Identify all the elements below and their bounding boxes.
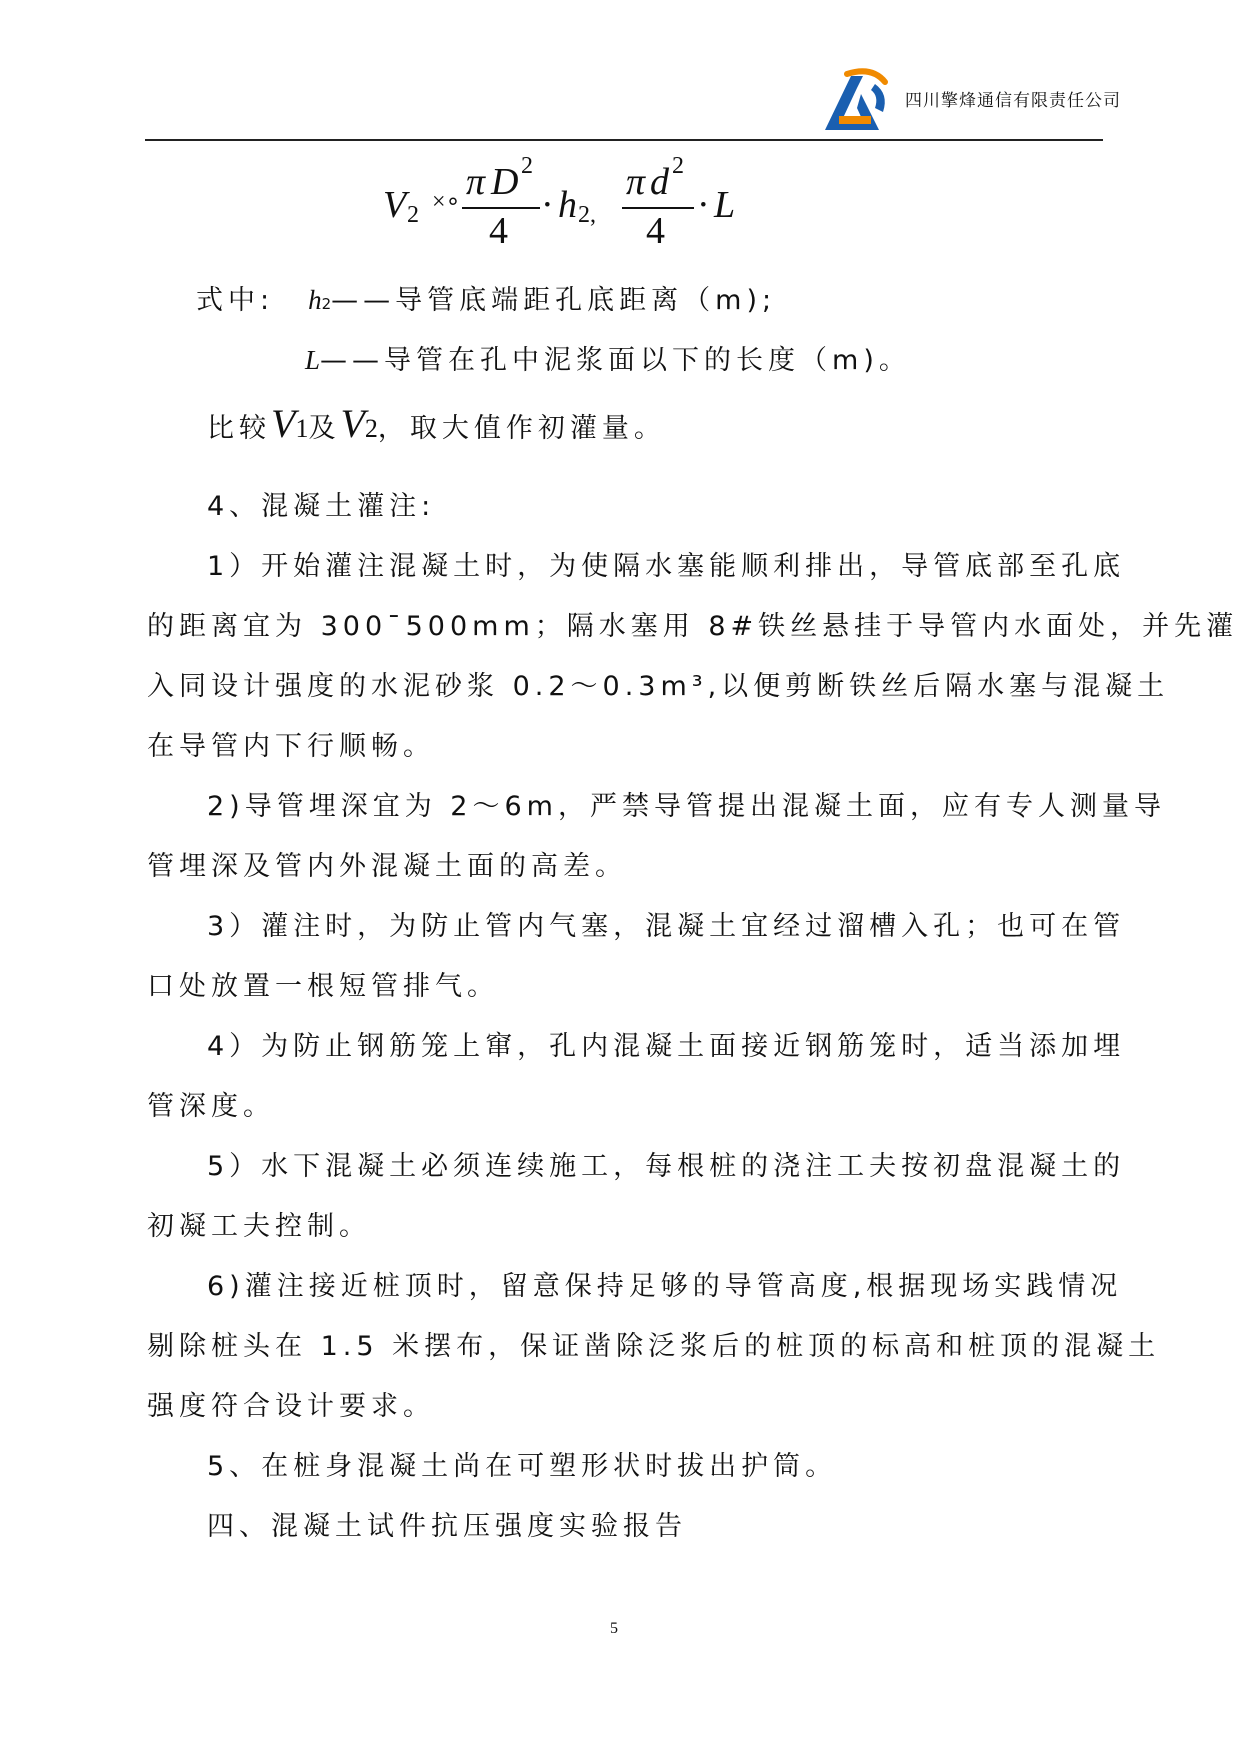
formula-operator: ×∘ bbox=[432, 189, 461, 215]
formula-L: L bbox=[714, 184, 736, 226]
paragraph-1-line-2: 的距离宜为 300ˉ500mm；隔水塞用 8#铁丝悬挂于导管内水面处，并先灌 bbox=[147, 611, 1239, 642]
compare-v2: V bbox=[340, 401, 365, 446]
formula-h: h bbox=[558, 184, 577, 226]
formula-frac1-var: D bbox=[491, 161, 519, 203]
paragraph-1-line-1: 1）开始灌注混凝土时，为使隔水塞能顺利排出，导管底部至孔底 bbox=[207, 551, 1126, 582]
compare-v1: V bbox=[271, 401, 296, 446]
compare-and: 及 bbox=[308, 413, 341, 444]
definition-h2-var: h bbox=[308, 285, 322, 315]
page-number: 5 bbox=[610, 1620, 618, 1637]
paragraph-2-line-1: 2)导管埋深宜为 2～6m，严禁导管提出混凝土面，应有专人测量导 bbox=[207, 791, 1166, 822]
compare-line bbox=[207, 400, 666, 456]
formula-dot2: · bbox=[697, 184, 710, 226]
paragraph-5-line-2: 初凝工夫控制。 bbox=[147, 1211, 371, 1242]
definition-L-text: ——导管在孔中泥浆面以下的长度（m)。 bbox=[320, 345, 911, 376]
paragraph-1-line-3: 入同设计强度的水泥砂浆 0.2～0.3m³,以便剪断铁丝后隔水塞与混凝土 bbox=[147, 671, 1170, 702]
compare-post: ，取大值作初灌量。 bbox=[377, 413, 666, 444]
compare-pre: 比较 bbox=[207, 413, 271, 444]
formula-frac1-exp: 2 bbox=[521, 153, 533, 179]
formula-frac1-den: 4 bbox=[489, 210, 508, 252]
section-heading-4: 4、混凝土灌注: bbox=[207, 491, 436, 522]
company-name: 四川擎烽通信有限责任公司 bbox=[905, 91, 1121, 111]
section-heading-four: 四、混凝土试件抗压强度实验报告 bbox=[207, 1511, 687, 1542]
definition-L bbox=[305, 338, 911, 377]
formula-h-sub: 2 bbox=[578, 202, 590, 228]
definition-h2-sub: 2 bbox=[321, 295, 332, 313]
compare-v1-sub: 1 bbox=[295, 414, 309, 443]
paragraph-2-line-2: 管埋深及管内外混凝土面的高差。 bbox=[147, 851, 627, 882]
formula-v2 bbox=[0, 0, 1241, 260]
definition-L-var: L bbox=[305, 345, 321, 375]
formula-frac2-den: 4 bbox=[646, 210, 665, 252]
formula-h-comma: , bbox=[590, 202, 596, 228]
formula-dot1: · bbox=[541, 184, 554, 226]
section-heading-5: 5、在桩身混凝土尚在可塑形状时拔出护筒。 bbox=[207, 1451, 838, 1482]
paragraph-5-line-1: 5）水下混凝土必须连续施工，每根桩的浇注工夫按初盘混凝土的 bbox=[207, 1151, 1126, 1182]
compare-v2-sub: 2 bbox=[364, 414, 378, 443]
paragraph-3-line-2: 口处放置一根短管排气。 bbox=[147, 971, 499, 1002]
paragraph-4-line-2: 管深度。 bbox=[147, 1091, 275, 1122]
formula-frac2-exp: 2 bbox=[672, 153, 684, 179]
formula-lhs: V bbox=[383, 184, 407, 226]
paragraph-1-line-4: 在导管内下行顺畅。 bbox=[147, 731, 435, 762]
paragraph-6-line-2: 剔除桩头在 1.5 米摆布，保证凿除泛浆后的桩顶的标高和桩顶的混凝土 bbox=[147, 1331, 1161, 1362]
formula-frac1-pi: π bbox=[466, 161, 486, 203]
definition-h2-text: ——导管底端距孔底距离（m); bbox=[331, 285, 777, 316]
formula-frac2-pi: π bbox=[626, 161, 646, 203]
paragraph-4-line-1: 4）为防止钢筋笼上窜，孔内混凝土面接近钢筋笼时，适当添加埋 bbox=[207, 1031, 1126, 1062]
formula-frac2-var: d bbox=[650, 161, 669, 203]
paragraph-3-line-1: 3）灌注时，为防止管内气塞，混凝土宜经过溜槽入孔；也可在管 bbox=[207, 911, 1126, 942]
definition-h2 bbox=[196, 278, 776, 317]
formula-lhs-sub: 2 bbox=[407, 202, 419, 228]
definition-prefix: 式中: bbox=[196, 285, 275, 316]
paragraph-6-line-3: 强度符合设计要求。 bbox=[147, 1391, 435, 1422]
paragraph-6-line-1: 6)灌注接近桩顶时，留意保持足够的导管高度,根据现场实践情况 bbox=[207, 1271, 1123, 1302]
